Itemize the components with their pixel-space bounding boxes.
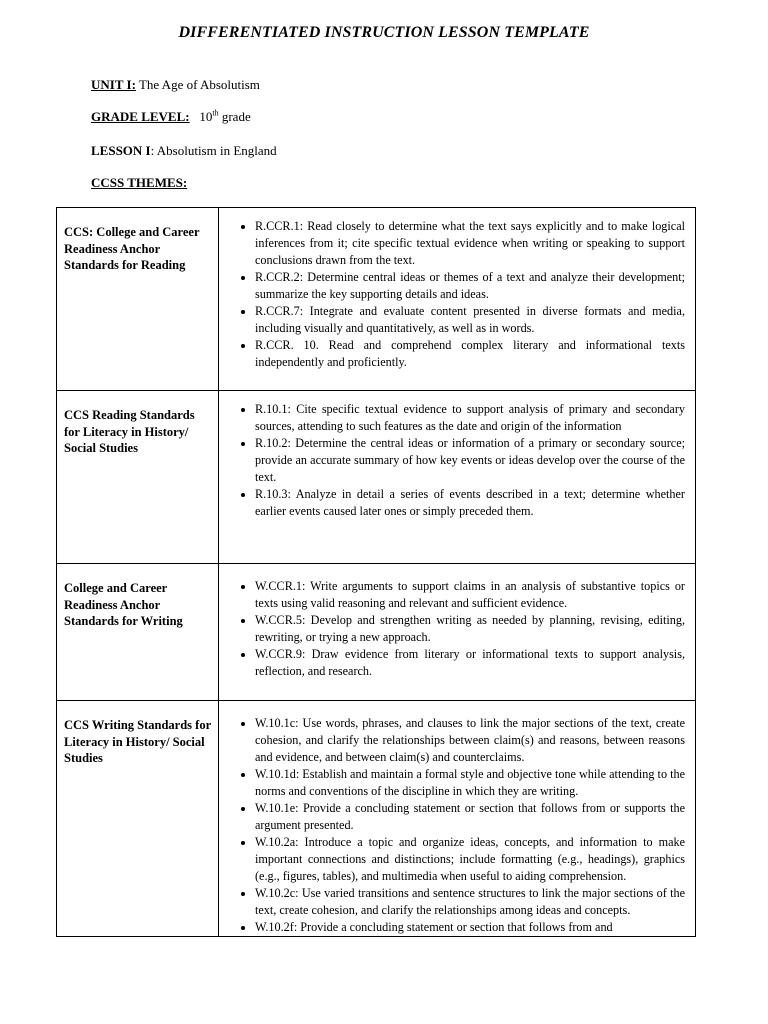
list-item: • R.10.2: Determine the central ideas or information of a primary or secondary source; provide an accurate summary of how key events or ideas develop over the course of the text. (255, 435, 685, 486)
standard-items-cell (219, 208, 696, 391)
standard-list (231, 578, 685, 680)
standard-items-cell (219, 701, 696, 937)
document-title: DIFFERENTIATED INSTRUCTION LESSON TEMPLATE (178, 24, 590, 41)
grade-level-text: grade (221, 109, 251, 124)
grade-level-number: 10 (199, 109, 213, 124)
list-item: • W.10.2c: Use varied transitions and sentence structures to link the major sections of the text, create cohesion, and clarify the relationships among ideas and concepts. (255, 885, 685, 919)
list-item: • R.CCR.1: Read closely to determine what the text says explicitly and to make logical inferences from it; cite specific textual evidence when writing or speaking to support conclusions drawn from the text. (255, 218, 685, 269)
table-row (57, 564, 696, 701)
unit-value: The Age of Absolutism (138, 77, 260, 92)
list-item: • W.10.1e: Provide a concluding statement or section that follows from or supports the argument presented. (255, 800, 685, 834)
standard-category: CCS: College and Career Readiness Anchor Standards for Reading (57, 208, 219, 391)
unit-label: UNIT I: (91, 77, 136, 92)
list-item: • R.CCR.7: Integrate and evaluate content presented in diverse formats and media, including visually and quantitatively, as well as in words. (255, 303, 685, 337)
standard-category: CCS Writing Standards for Literacy in History/ Social Studies (57, 701, 219, 937)
list-item: • W.10.2f: Provide a concluding statement or section that follows from and (255, 919, 685, 936)
list-item: • R.10.1: Cite specific textual evidence to support analysis of primary and secondary sources, attending to such features as the date and origin of the information (255, 401, 685, 435)
standard-items-cell (219, 564, 696, 701)
ccss-themes-label: CCSS THEMES: (91, 175, 188, 190)
lesson-line (91, 143, 277, 159)
unit-line (91, 77, 260, 93)
standard-category: CCS Reading Standards for Literacy in History/ Social Studies (57, 391, 219, 564)
table-row (57, 701, 696, 937)
lesson-label: LESSON I (91, 143, 151, 158)
standard-list (231, 715, 685, 936)
list-item: • W.CCR.5: Develop and strengthen writing as needed by planning, revising, editing, rewriting, or trying a new approach. (255, 612, 685, 646)
list-item: • R.CCR.2: Determine central ideas or themes of a text and analyze their development; summarize the key supporting details and ideas. (255, 269, 685, 303)
ccss-themes-line (91, 175, 187, 191)
grade-level-line (91, 109, 251, 125)
standard-list (231, 218, 685, 371)
list-item: • W.10.1d: Establish and maintain a formal style and objective tone while attending to the norms and conventions of the discipline in which they are writing. (255, 766, 685, 800)
grade-level-suffix: th (212, 108, 219, 118)
list-item: • R.CCR. 10. Read and comprehend complex literary and informational texts independently and proficiently. (255, 337, 685, 371)
standards-table (56, 207, 696, 937)
list-item: • W.CCR.1: Write arguments to support claims in an analysis of substantive topics or texts using valid reasoning and relevant and sufficient evidence. (255, 578, 685, 612)
list-item: • W.10.2a: Introduce a topic and organize ideas, concepts, and information to make important connections and distinctions; include formatting (e.g., headings), graphics (e.g., figures, tables), and multimedia when useful to aiding comprehension. (255, 834, 685, 885)
lesson-value: : Absolutism in England (150, 143, 277, 158)
list-item: • R.10.3: Analyze in detail a series of events described in a text; determine whether earlier events caused later ones or simply preceded them. (255, 486, 685, 520)
standard-list (231, 401, 685, 520)
list-item: • W.10.1c: Use words, phrases, and clauses to link the major sections of the text, create cohesion, and clarify the relationships between claim(s) and reasons, between reasons and evidence, and between claim(s) and counterclaims. (255, 715, 685, 766)
table-row (57, 391, 696, 564)
table-row (57, 208, 696, 391)
list-item: • W.CCR.9: Draw evidence from literary or informational texts to support analysis, reflection, and research. (255, 646, 685, 680)
grade-level-label: GRADE LEVEL: (91, 109, 190, 124)
standard-category: College and Career Readiness Anchor Standards for Writing (57, 564, 219, 701)
standard-items-cell (219, 391, 696, 564)
